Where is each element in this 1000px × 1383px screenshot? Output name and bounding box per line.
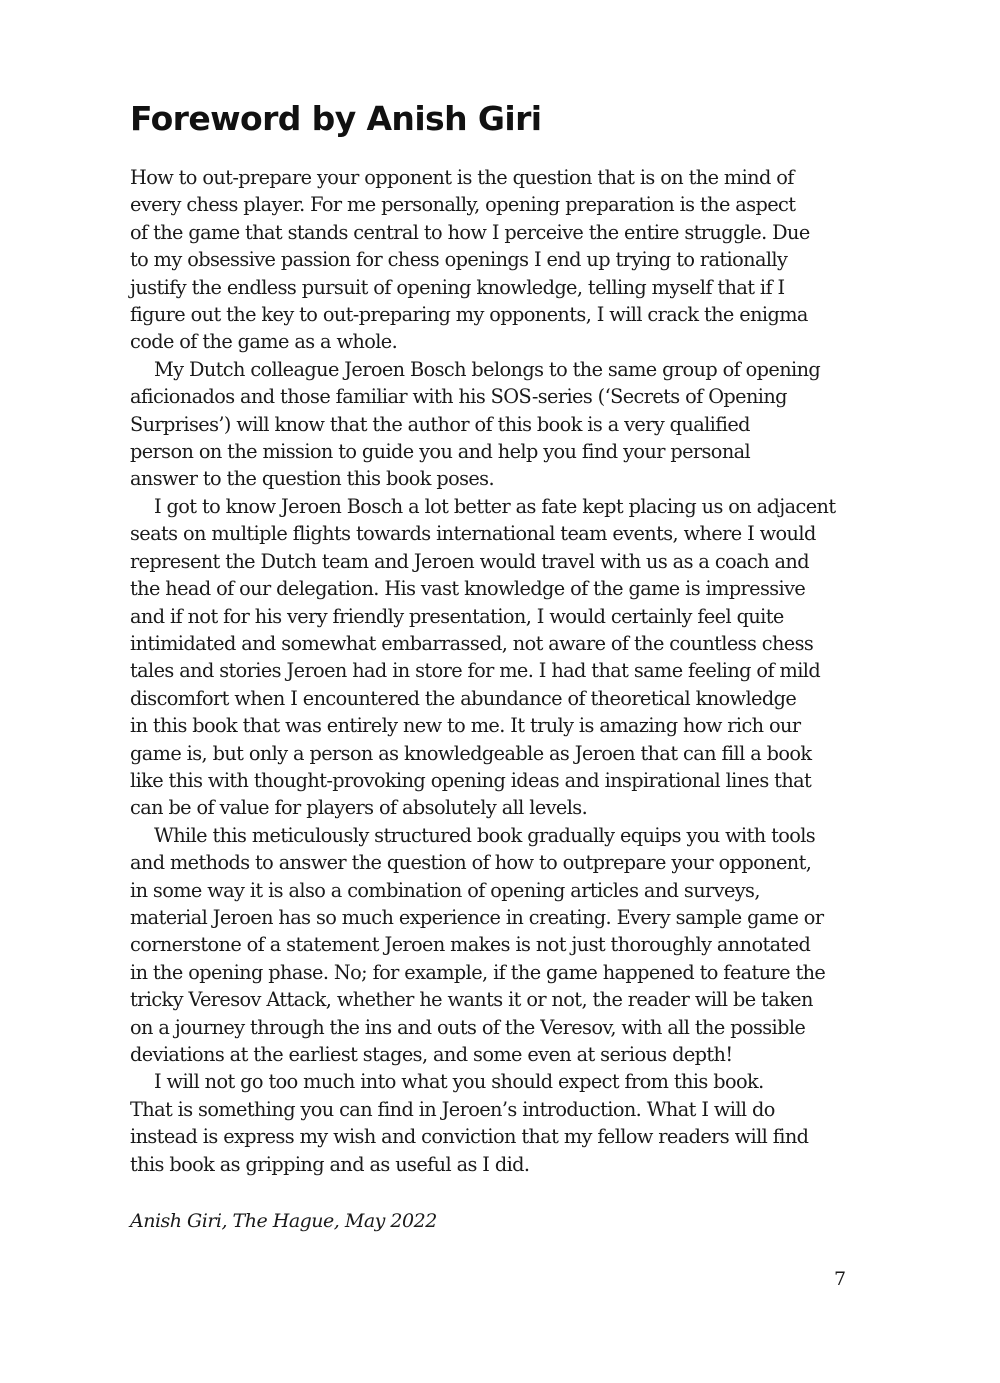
paragraph-5	[130, 1068, 868, 1178]
text-line: tricky Veresov Attack, whether he wants it or not, the reader will be taken	[130, 988, 813, 1012]
text-line: instead is express my wish and conviction that my fellow readers will find	[130, 1125, 809, 1149]
text-line: in some way it is also a combination of opening articles and surveys,	[130, 878, 760, 902]
text-line: discomfort when I encountered the abundance of theoretical knowledge	[130, 686, 797, 710]
text-line: Surprises’) will know that the author of this book is a very qualified	[130, 412, 750, 436]
text-line: That is something you can find in Jeroen’s introduction. What I will do	[130, 1097, 775, 1121]
text-line: intimidated and somewhat embarrassed, not aware of the countless chess	[130, 631, 814, 655]
text-line: figure out the key to out-preparing my opponents, I will crack the enigma	[130, 303, 808, 327]
text-line: code of the game as a whole.	[130, 330, 398, 354]
signature-line: Anish Giri, The Hague, May 2022	[130, 1210, 437, 1232]
paragraph-2	[130, 356, 868, 493]
text-line: My Dutch colleague Jeroen Bosch belongs to the same group of opening	[154, 357, 821, 381]
text-line: in the opening phase. No; for example, if the game happened to feature the	[130, 960, 826, 984]
text-line: aficionados and those familiar with his SOS-series (‘Secrets of Opening	[130, 385, 787, 409]
text-line: person on the mission to guide you and help you find your personal	[130, 440, 751, 464]
text-line: to my obsessive passion for chess openings I end up trying to rationally	[130, 248, 788, 272]
text-line: answer to the question this book poses.	[130, 467, 495, 491]
text-line: the head of our delegation. His vast knowledge of the game is impressive	[130, 577, 806, 601]
text-line: in this book that was entirely new to me. It truly is amazing how rich our	[130, 714, 801, 738]
text-line: How to out-prepare your opponent is the question that is on the mind of	[130, 166, 794, 189]
text-line: seats on multiple flights towards international team events, where I would	[130, 522, 816, 546]
text-line: and methods to answer the question of how to outprepare your opponent,	[130, 851, 812, 875]
text-line: deviations at the earliest stages, and some even at serious depth!	[130, 1043, 733, 1066]
text-line: tales and stories Jeroen had in store for me. I had that same feeling of mild	[130, 659, 821, 683]
paragraph-1	[130, 164, 868, 356]
text-line: cornerstone of a statement Jeroen makes is not just thoroughly annotated	[130, 933, 811, 957]
paragraph-4	[130, 822, 868, 1069]
text-line: like this with thought-provoking opening ideas and inspirational lines that	[130, 768, 812, 792]
text-line: I got to know Jeroen Bosch a lot better as fate kept placing us on adjacent	[154, 494, 836, 518]
text-line: represent the Dutch team and Jeroen would travel with us as a coach and	[130, 549, 809, 573]
foreword-body	[130, 164, 868, 1178]
text-line: material Jeroen has so much experience in creating. Every sample game or	[130, 905, 824, 929]
paragraph-3	[130, 493, 868, 822]
text-line: While this meticulously structured book gradually equips you with tools	[154, 823, 816, 847]
text-line: justify the endless pursuit of opening knowledge, telling myself that if I	[130, 275, 785, 299]
page-title: Foreword by Anish Giri	[130, 99, 542, 138]
text-line: and if not for his very friendly presentation, I would certainly feel quite	[130, 604, 784, 628]
text-line: of the game that stands central to how I perceive the entire struggle. Due	[130, 220, 810, 244]
text-line: every chess player. For me personally, opening preparation is the aspect	[130, 193, 796, 217]
text-line: on a journey through the ins and outs of the Veresov, with all the possible	[130, 1015, 806, 1039]
text-line: this book as gripping and as useful as I did.	[130, 1152, 530, 1176]
text-line: I will not go too much into what you should expect from this book.	[154, 1070, 764, 1094]
text-line: can be of value for players of absolutely all levels.	[130, 796, 588, 820]
page-number: 7	[834, 1268, 847, 1290]
text-line: game is, but only a person as knowledgeable as Jeroen that can fill a book	[130, 741, 812, 765]
